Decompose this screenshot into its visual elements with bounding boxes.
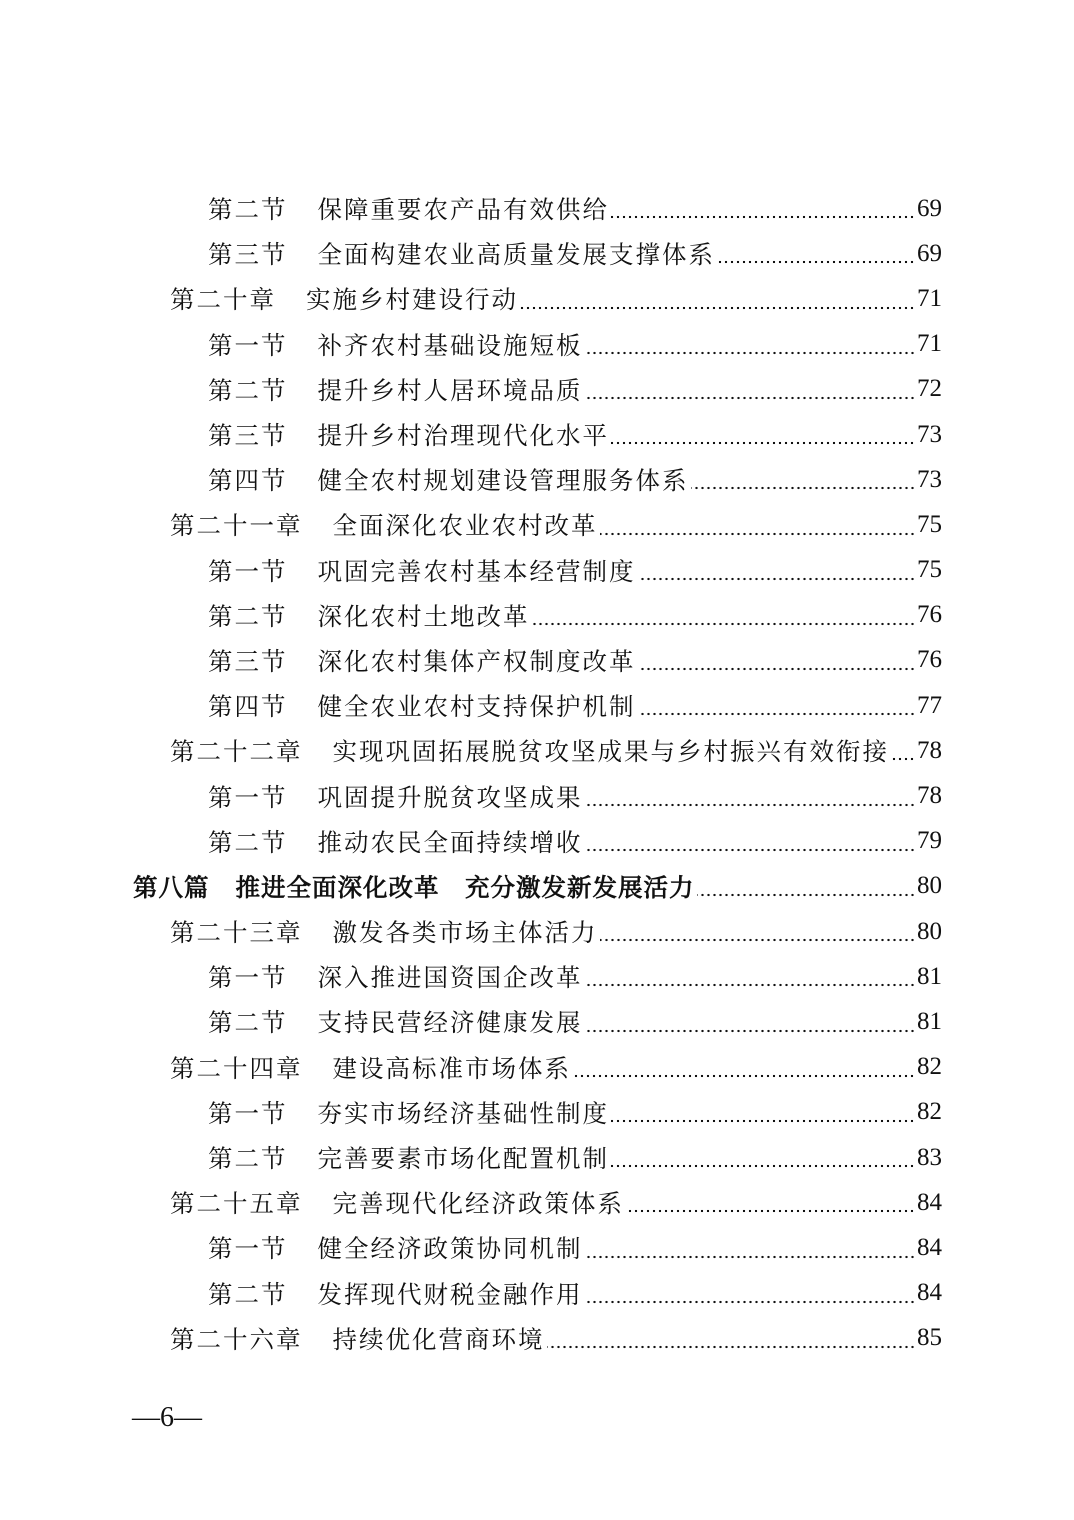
toc-entry[interactable] bbox=[0, 593, 1074, 638]
toc-entry[interactable] bbox=[0, 1225, 1074, 1270]
toc-entry-label bbox=[208, 372, 583, 407]
toc-entry[interactable] bbox=[0, 638, 1074, 683]
toc-entry-label bbox=[208, 327, 583, 362]
toc-entry-section: 第二节 bbox=[208, 1279, 288, 1309]
toc-entry-title: 保障重要农产品有效供给 bbox=[317, 195, 609, 225]
dot-leader bbox=[585, 1300, 916, 1304]
toc-entry-title: 夯实市场经济基础性制度 bbox=[317, 1098, 609, 1128]
toc-entry-label bbox=[208, 688, 636, 723]
toc-entry-page-number: 76 bbox=[917, 646, 942, 674]
dot-leader bbox=[585, 983, 916, 987]
dot-leader bbox=[585, 351, 916, 355]
toc-entry-section: 第二十章 bbox=[170, 285, 276, 315]
toc-entry-title: 推进全面深化改革 充分激发新发展活力 bbox=[235, 872, 695, 902]
toc-entry-label bbox=[208, 1004, 583, 1039]
toc-entry-page-number: 75 bbox=[917, 510, 942, 538]
toc-entry-title: 巩固提升脱贫攻坚成果 bbox=[317, 782, 583, 812]
toc-entry-label bbox=[208, 643, 636, 678]
toc-entry[interactable] bbox=[0, 1271, 1074, 1316]
toc-entry[interactable] bbox=[0, 683, 1074, 728]
toc-entry[interactable] bbox=[0, 457, 1074, 502]
toc-entry-section: 第八篇 bbox=[133, 872, 210, 902]
toc-entry-section: 第二十四章 bbox=[170, 1053, 303, 1083]
toc-entry-label bbox=[170, 1185, 624, 1220]
dot-leader bbox=[611, 1119, 915, 1123]
toc-entry[interactable] bbox=[0, 502, 1074, 547]
dot-leader bbox=[585, 1029, 916, 1033]
toc-entry-section: 第二节 bbox=[208, 1144, 288, 1174]
toc-entry-section: 第二节 bbox=[208, 1008, 288, 1038]
toc-entry-title: 支持民营经济健康发展 bbox=[317, 1008, 583, 1038]
toc-entry-section: 第四节 bbox=[208, 466, 288, 496]
toc-entry-title: 健全经济政策协同机制 bbox=[317, 1234, 583, 1264]
toc-entry-label bbox=[208, 824, 583, 859]
toc-entry-label bbox=[208, 598, 530, 633]
toc-entry-title: 健全农村规划建设管理服务体系 bbox=[317, 466, 689, 496]
toc-entry[interactable] bbox=[0, 864, 1074, 909]
toc-entry-title: 提升乡村人居环境品质 bbox=[317, 375, 583, 405]
toc-entry-label bbox=[208, 1140, 609, 1175]
toc-entry-section: 第一节 bbox=[208, 782, 288, 812]
toc-entry-title: 推动农民全面持续增收 bbox=[317, 827, 583, 857]
toc-entry-label bbox=[170, 1321, 545, 1356]
dot-leader bbox=[691, 486, 916, 490]
toc-entry-label bbox=[208, 417, 609, 452]
toc-entry-page-number: 78 bbox=[917, 782, 942, 810]
toc-entry[interactable] bbox=[0, 186, 1074, 231]
toc-entry-title: 深化农村集体产权制度改革 bbox=[317, 646, 636, 676]
toc-entry[interactable] bbox=[0, 773, 1074, 818]
dot-leader bbox=[585, 1255, 916, 1259]
dot-leader bbox=[697, 893, 916, 897]
toc-entry-page-number: 73 bbox=[917, 420, 942, 448]
toc-entry-page-number: 77 bbox=[917, 691, 942, 719]
toc-entry-label bbox=[170, 733, 889, 768]
dot-leader bbox=[520, 306, 915, 310]
toc-entry-label bbox=[170, 281, 518, 316]
toc-entry-title: 巩固完善农村基本经营制度 bbox=[317, 556, 636, 586]
toc-entry-title: 发挥现代财税金融作用 bbox=[317, 1279, 583, 1309]
toc-entry-page-number: 76 bbox=[917, 601, 942, 629]
toc-entry-page-number: 72 bbox=[917, 375, 942, 403]
toc-entry-label bbox=[208, 959, 583, 994]
dot-leader bbox=[611, 441, 915, 445]
toc-entry-label bbox=[208, 1276, 583, 1311]
dot-leader bbox=[573, 1074, 915, 1078]
toc-entry-title: 完善要素市场化配置机制 bbox=[317, 1144, 609, 1174]
toc-entry-section: 第二十二章 bbox=[170, 737, 303, 767]
toc-entry-title: 提升乡村治理现代化水平 bbox=[317, 421, 609, 451]
toc-entry[interactable] bbox=[0, 1090, 1074, 1135]
toc-entry-title: 实现巩固拓展脱贫攻坚成果与乡村振兴有效衔接 bbox=[332, 737, 889, 767]
toc-entry[interactable] bbox=[0, 412, 1074, 457]
toc-entry-page-number: 69 bbox=[917, 239, 942, 267]
dot-leader bbox=[611, 1164, 915, 1168]
toc-entry-label bbox=[208, 236, 715, 271]
toc-entry-section: 第一节 bbox=[208, 1234, 288, 1264]
toc-entry-label bbox=[170, 914, 598, 949]
toc-entry-title: 深化农村土地改革 bbox=[317, 601, 530, 631]
toc-entry[interactable] bbox=[0, 276, 1074, 321]
dot-leader bbox=[585, 848, 916, 852]
dot-leader bbox=[532, 622, 916, 626]
toc-entry-page-number: 69 bbox=[917, 194, 942, 222]
toc-entry-page-number: 71 bbox=[917, 330, 942, 358]
toc-entry-label bbox=[208, 191, 609, 226]
toc-entry-section: 第二十五章 bbox=[170, 1189, 303, 1219]
dot-leader bbox=[638, 577, 916, 581]
toc-entry-section: 第二十一章 bbox=[170, 511, 303, 541]
toc-entry-title: 完善现代化经济政策体系 bbox=[332, 1189, 624, 1219]
toc-entry[interactable] bbox=[0, 1135, 1074, 1180]
toc-entry-page-number: 83 bbox=[917, 1143, 942, 1171]
toc-entry-section: 第二节 bbox=[208, 827, 288, 857]
toc-entry-page-number: 71 bbox=[917, 284, 942, 312]
toc-entry-label bbox=[170, 1050, 571, 1085]
dot-leader bbox=[717, 260, 915, 264]
toc-entry-page-number: 80 bbox=[917, 872, 942, 900]
toc-entry-label bbox=[133, 869, 695, 904]
toc-entry[interactable] bbox=[0, 819, 1074, 864]
toc-entry-page-number: 75 bbox=[917, 556, 942, 584]
dot-leader bbox=[638, 667, 916, 671]
toc-entry-page-number: 84 bbox=[917, 1233, 942, 1261]
toc-entry-section: 第三节 bbox=[208, 240, 288, 270]
dot-leader bbox=[600, 532, 916, 536]
dot-leader bbox=[611, 215, 915, 219]
dot-leader bbox=[600, 938, 916, 942]
toc-entry-title: 补齐农村基础设施短板 bbox=[317, 330, 583, 360]
toc-entry-section: 第三节 bbox=[208, 421, 288, 451]
toc-entry-section: 第三节 bbox=[208, 646, 288, 676]
toc-entry-section: 第二节 bbox=[208, 601, 288, 631]
toc-entry-section: 第四节 bbox=[208, 692, 288, 722]
dot-leader bbox=[585, 396, 916, 400]
toc-entry-page-number: 85 bbox=[917, 1324, 942, 1352]
toc-entry-page-number: 81 bbox=[917, 1007, 942, 1035]
toc-entry-title: 持续优化营商环境 bbox=[332, 1324, 545, 1354]
page-number-footer: —6— bbox=[132, 1402, 202, 1433]
toc-entry[interactable] bbox=[0, 728, 1074, 773]
toc-entry-page-number: 84 bbox=[917, 1188, 942, 1216]
toc-entry[interactable] bbox=[0, 999, 1074, 1044]
toc-entry-label bbox=[208, 779, 583, 814]
toc-entry-title: 健全农业农村支持保护机制 bbox=[317, 692, 636, 722]
dot-leader bbox=[638, 712, 916, 716]
toc-entry-section: 第一节 bbox=[208, 330, 288, 360]
toc-entry-title: 深入推进国资国企改革 bbox=[317, 963, 583, 993]
toc-entry[interactable] bbox=[0, 367, 1074, 412]
toc-entry-page-number: 80 bbox=[917, 917, 942, 945]
toc-entry-section: 第一节 bbox=[208, 556, 288, 586]
toc-entry-label bbox=[208, 553, 636, 588]
toc-entry-label bbox=[208, 1230, 583, 1265]
toc-entry-page-number: 82 bbox=[917, 1053, 942, 1081]
toc-entry-title: 全面构建农业高质量发展支撑体系 bbox=[317, 240, 715, 270]
toc-entry-section: 第一节 bbox=[208, 963, 288, 993]
toc-entry[interactable] bbox=[0, 1045, 1074, 1090]
toc-entry-page-number: 79 bbox=[917, 827, 942, 855]
toc-entry-title: 建设高标准市场体系 bbox=[332, 1053, 571, 1083]
toc-entry-title: 实施乡村建设行动 bbox=[306, 285, 518, 315]
toc-entry-page-number: 73 bbox=[917, 465, 942, 493]
toc-entry[interactable] bbox=[0, 548, 1074, 593]
toc-entry-section: 第二节 bbox=[208, 195, 288, 225]
toc-entry-page-number: 82 bbox=[917, 1098, 942, 1126]
toc-entry[interactable] bbox=[0, 954, 1074, 999]
dot-leader bbox=[626, 1209, 915, 1213]
toc-entry-section: 第二节 bbox=[208, 375, 288, 405]
dot-leader bbox=[891, 757, 915, 761]
toc-entry[interactable] bbox=[0, 1316, 1074, 1361]
toc-entry[interactable] bbox=[0, 909, 1074, 954]
toc-entry[interactable] bbox=[0, 231, 1074, 276]
toc-entry-title: 激发各类市场主体活力 bbox=[332, 918, 598, 948]
toc-entry-section: 第二十六章 bbox=[170, 1324, 303, 1354]
toc-entry[interactable] bbox=[0, 1180, 1074, 1225]
toc-entry-section: 第二十三章 bbox=[170, 918, 303, 948]
dot-leader bbox=[547, 1345, 916, 1349]
toc-entry[interactable] bbox=[0, 322, 1074, 367]
toc-entry-page-number: 81 bbox=[917, 962, 942, 990]
toc-entry-section: 第一节 bbox=[208, 1098, 288, 1128]
toc-entry-label bbox=[208, 462, 689, 497]
toc-entry-page-number: 84 bbox=[917, 1279, 942, 1307]
dot-leader bbox=[585, 803, 916, 807]
toc-entry-label bbox=[208, 1095, 609, 1130]
table-of-contents bbox=[0, 186, 1074, 1361]
toc-entry-label bbox=[170, 507, 598, 542]
toc-entry-page-number: 78 bbox=[917, 736, 942, 764]
toc-entry-title: 全面深化农业农村改革 bbox=[332, 511, 598, 541]
